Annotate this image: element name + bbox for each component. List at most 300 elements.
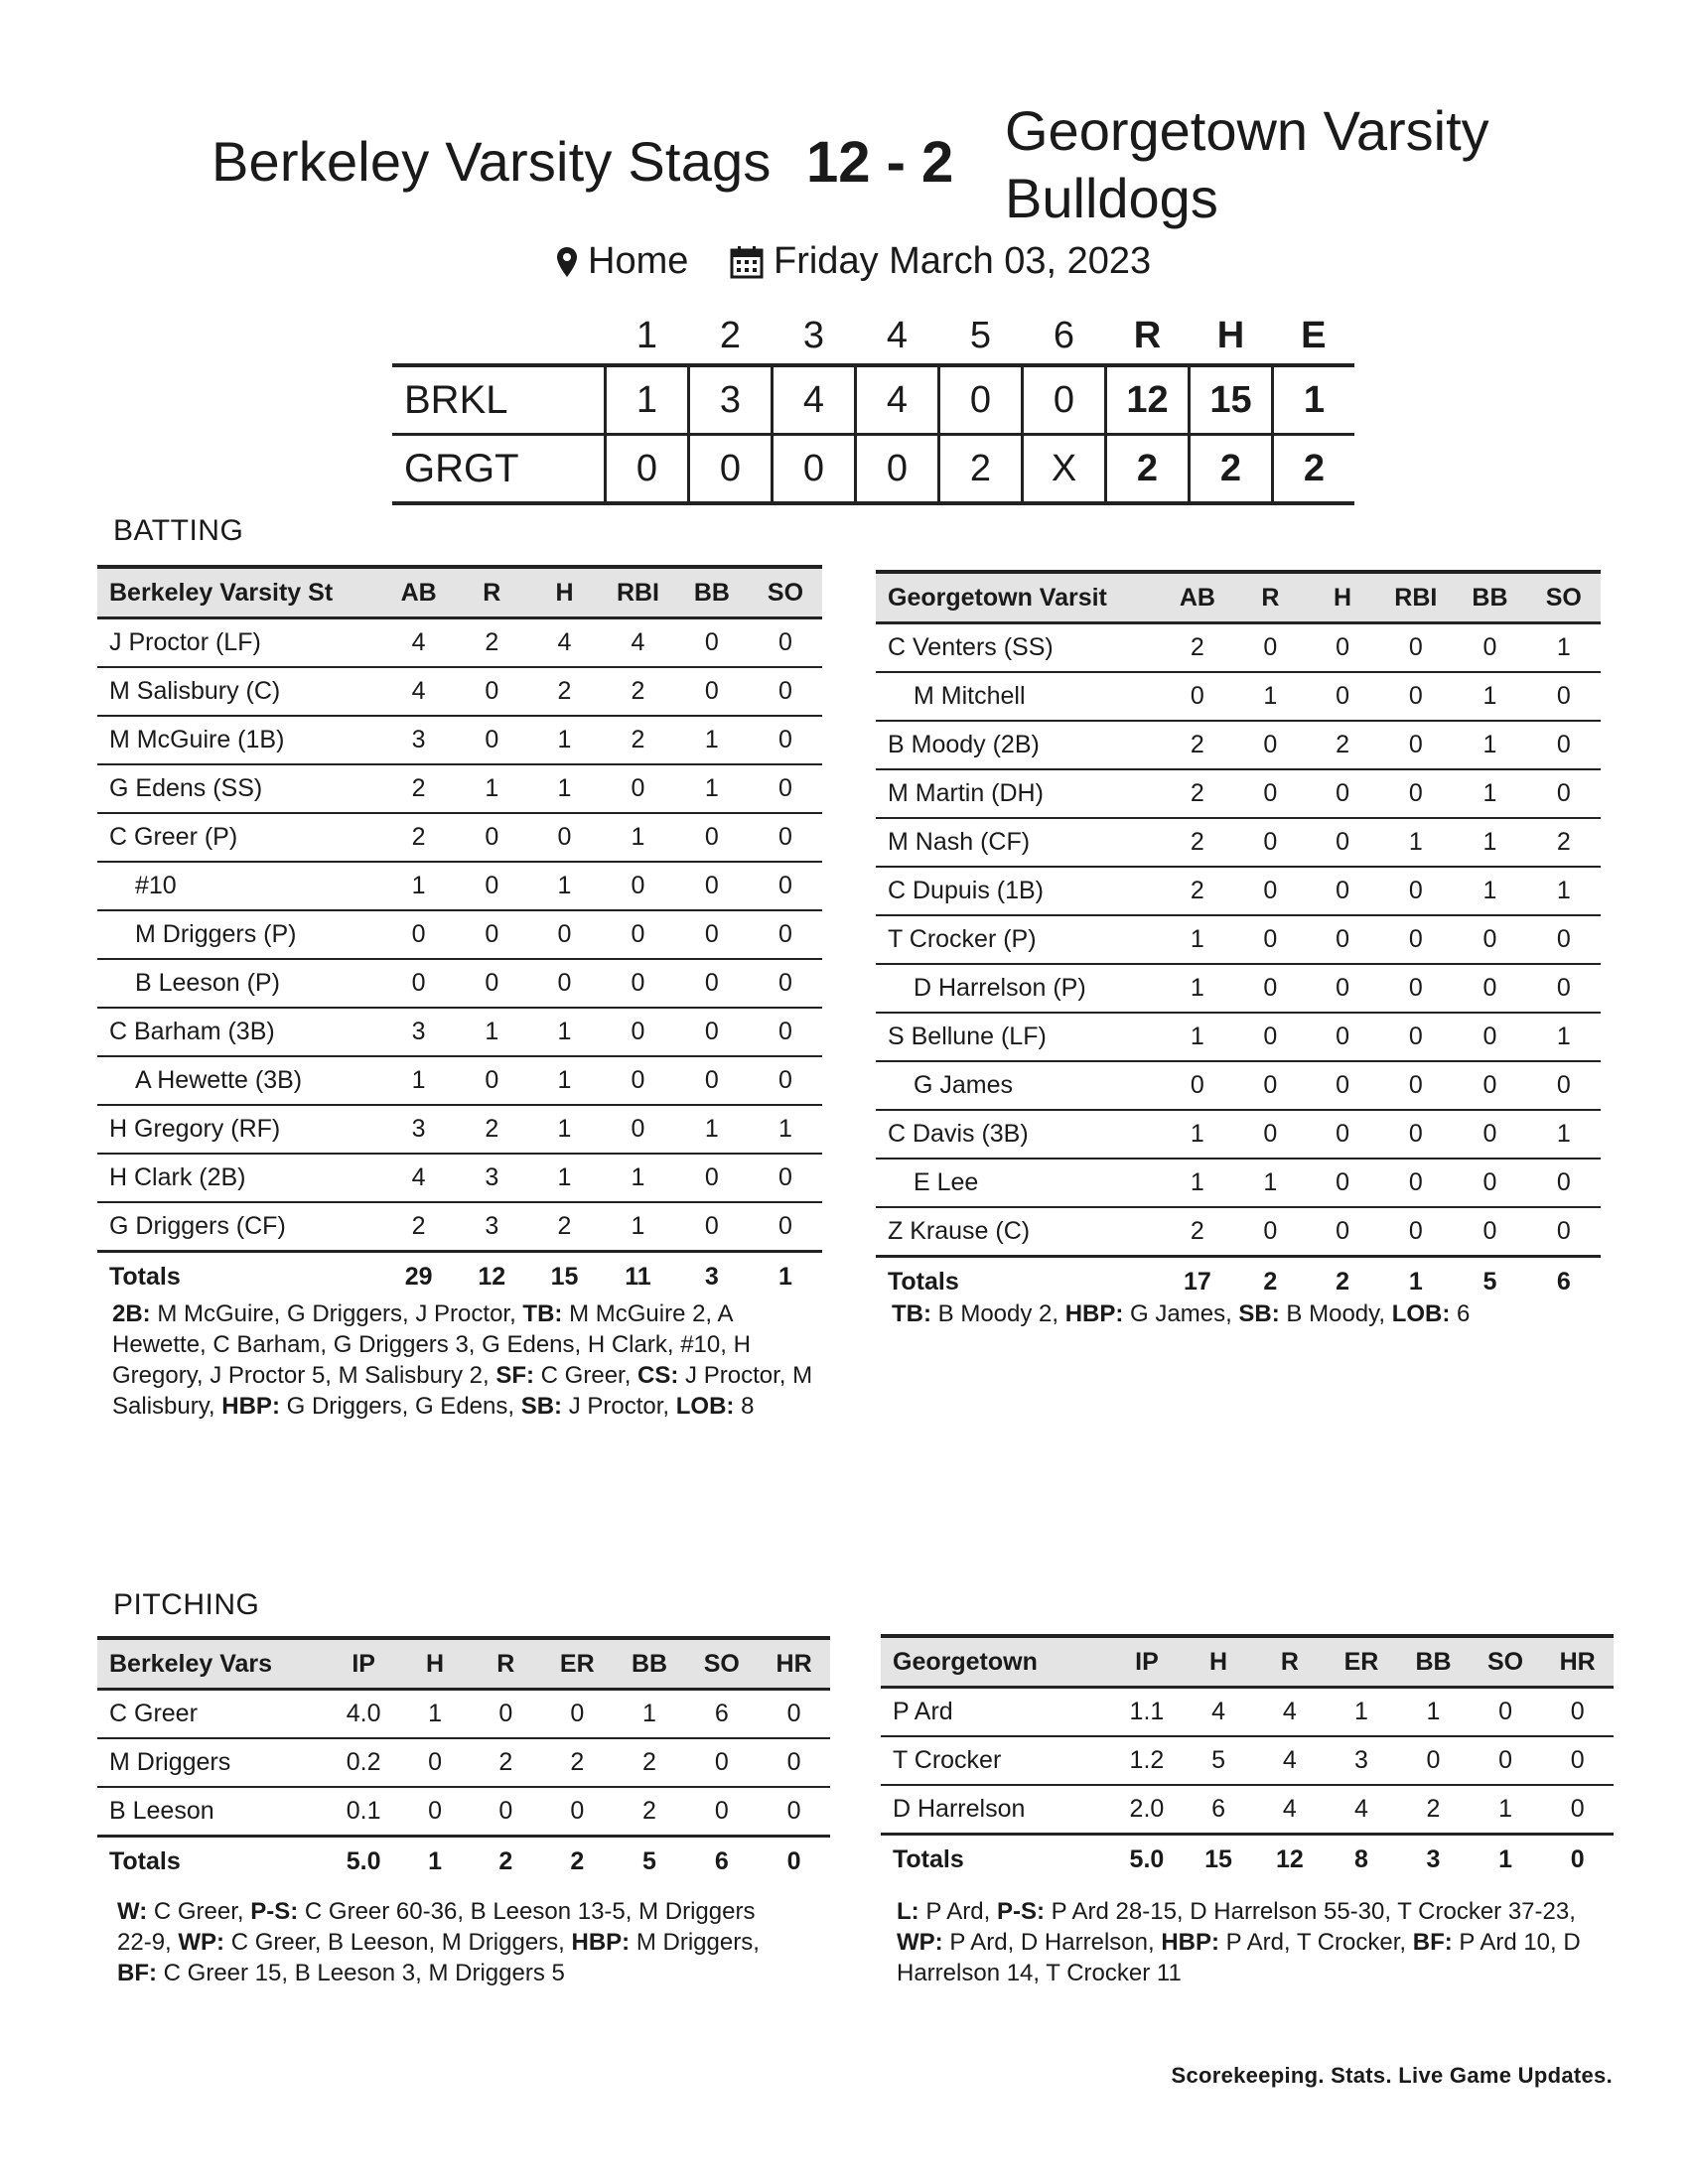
player-row [97,1787,830,1837]
note-key: WP: [178,1929,225,1956]
note-key: LOB: [675,1393,735,1420]
stat-cell: 0 [456,1056,528,1105]
stat-cell: 4 [601,618,675,668]
header-label: Berkeley Vars [109,1649,273,1678]
stat-cell: 0 [1234,769,1307,818]
stat-cell: 2.0 [1111,1785,1183,1835]
stat-cell: 0 [1541,1785,1614,1835]
player-row [876,818,1601,867]
stat-column-header [1527,572,1601,623]
header-label: SO [1545,583,1582,612]
linescore-cell: 4 [773,365,856,435]
stat-cell: 3 [382,1105,456,1154]
stat-cell: 0 [758,1690,830,1739]
stat-cell: 0 [1378,1110,1453,1159]
note-value: M McGuire, G Driggers, J Proctor, [150,1300,523,1327]
stat-cell: 0 [1378,721,1453,769]
header-label: H [426,1649,445,1678]
player-name: G Driggers (CF) [97,1202,382,1252]
stat-cell: 0 [1378,1159,1453,1207]
stat-cell: 0 [749,667,822,716]
totals-cell: 5 [614,1837,686,1886]
note-key: SB: [520,1393,563,1420]
note-key: W: [117,1898,148,1925]
linescore-cell: 2 [939,435,1023,504]
stat-cell: 0 [1453,623,1526,673]
team-column-header [97,1638,328,1690]
stat-cell: 0 [1378,964,1453,1013]
totals-cell: 15 [1183,1835,1254,1884]
stat-cell: 1 [456,1008,528,1056]
totals-cell: 1 [399,1837,470,1886]
stat-cell: 2 [601,667,675,716]
stat-cell: 5 [1183,1736,1254,1785]
stat-cell: 0 [1161,672,1234,721]
stat-cell: 0 [1234,623,1307,673]
stat-cell: 1 [1527,623,1601,673]
linescore-team: BRKL [404,377,508,422]
player-row [876,1061,1601,1110]
stat-cell: 0.2 [328,1738,400,1787]
stat-cell: 2 [528,667,601,716]
header-label: RBI [616,578,660,607]
stat-cell: 0 [1234,818,1307,867]
player-name: A Hewette (3B) [97,1056,382,1105]
stat-cell: 1 [1161,1013,1234,1061]
stat-cell: 0 [1234,1207,1307,1257]
header-label: IP [1135,1647,1159,1676]
stat-cell: 1.1 [1111,1688,1183,1737]
note-key: HBP: [571,1929,631,1956]
header-label: RBI [1394,583,1438,612]
note-value: J Proctor, [562,1393,676,1420]
stat-cell: 3 [382,1008,456,1056]
player-name: E Lee [876,1159,1161,1207]
stat-cell: 0 [601,1056,675,1105]
header-label: R [496,1649,515,1678]
stat-cell: 0 [399,1738,470,1787]
linescore-cell: 1 [606,365,689,435]
stat-cell: 1 [399,1690,470,1739]
player-name: B Leeson (P) [97,959,382,1008]
stat-cell: 2 [1161,721,1234,769]
away-team-name: Georgetown Varsity Bulldogs [1005,99,1489,229]
stat-cell: 1 [1453,721,1526,769]
player-row [876,672,1601,721]
stat-cell: 0 [749,1154,822,1202]
header-label: BB [693,578,730,607]
totals-cell: 1 [1378,1257,1453,1306]
player-row [97,1008,822,1056]
stat-column-header [399,1638,470,1690]
totals-cell: 6 [1527,1257,1601,1306]
stat-cell: 0 [1527,1159,1601,1207]
stat-cell: 0 [1307,964,1379,1013]
stat-cell: 0 [675,1154,749,1202]
header-row [97,567,822,618]
stat-cell: 0 [1307,867,1379,915]
stat-cell: 0 [749,618,822,668]
stat-cell: 0 [685,1738,758,1787]
header-label: IP [352,1649,375,1678]
stat-cell: 0.1 [328,1787,400,1837]
note-value: G James, [1123,1300,1239,1327]
stat-column-header [328,1638,400,1690]
player-name: G James [876,1061,1161,1110]
header-label: SO [703,1649,740,1678]
pitching-section-title: PITCHING [113,1588,260,1621]
linescore-col-1: 1 [635,314,658,356]
linescore-row [392,365,1354,435]
note-key: CS: [637,1362,679,1389]
linescore-cell: 0 [689,435,773,504]
player-name: D Harrelson [881,1785,1111,1835]
stat-cell: 1 [601,813,675,862]
player-name: C Davis (3B) [876,1110,1161,1159]
stat-column-header [541,1638,614,1690]
totals-cell: 2 [541,1837,614,1886]
stat-cell: 1 [528,1008,601,1056]
location [556,240,688,283]
batting-section-title: BATTING [113,514,244,547]
header-label: HR [1559,1647,1596,1676]
stat-column-header [1541,1636,1614,1688]
stat-cell: 0 [1527,964,1601,1013]
header-label: SO [767,578,804,607]
note-key: TB: [522,1300,563,1327]
stat-cell: 0 [749,959,822,1008]
stat-column-header [1254,1636,1326,1688]
stat-cell: 0 [1378,1013,1453,1061]
player-name: M Salisbury (C) [97,667,382,716]
stat-cell: 0 [1453,964,1526,1013]
stat-cell: 1 [382,1056,456,1105]
stat-column-header [1453,572,1526,623]
location-label: Home [588,240,689,282]
linescore-cell: 2 [1106,435,1190,504]
note-value: 8 [734,1393,755,1420]
linescore-corner [392,308,606,365]
stat-cell: 0 [601,1105,675,1154]
stat-cell: 4 [528,618,601,668]
stat-cell: 0 [1307,672,1379,721]
header-label: ER [1343,1647,1379,1676]
stat-cell: 2 [1161,623,1234,673]
stat-cell: 2 [382,813,456,862]
stat-column-header [1307,572,1379,623]
stat-cell: 0 [1453,1013,1526,1061]
stat-cell: 0 [1378,1061,1453,1110]
totals-cell: 8 [1326,1835,1397,1884]
stat-cell: 0 [471,1787,541,1837]
header-label: SO [1487,1647,1524,1676]
stat-cell: 0 [1307,1159,1379,1207]
player-name: M McGuire (1B) [97,716,382,764]
stat-cell: 3 [456,1202,528,1252]
stat-cell: 0 [749,716,822,764]
stat-cell: 2 [614,1738,686,1787]
stat-cell: 2 [1397,1785,1470,1835]
note-value: C Greer, [534,1362,638,1389]
stat-cell: 0 [1378,867,1453,915]
note-key: 2B: [112,1300,151,1327]
stat-cell: 1 [601,1154,675,1202]
stat-cell: 1 [1470,1785,1542,1835]
stat-cell: 0 [471,1690,541,1739]
header-label: AB [1179,583,1215,612]
stat-cell: 0 [749,813,822,862]
totals-row [97,1837,830,1886]
stat-cell: 1 [675,1105,749,1154]
stat-cell: 0 [1378,623,1453,673]
away-batting-table [876,570,1601,1305]
stat-cell: 0 [749,764,822,813]
stat-cell: 0 [1378,915,1453,964]
stat-column-header [456,567,528,618]
stat-cell: 1 [1234,1159,1307,1207]
player-name: C Venters (SS) [876,623,1161,673]
player-row [876,1110,1601,1159]
header-label: H [555,578,574,607]
player-row [97,1738,830,1787]
stat-cell: 0 [1541,1688,1614,1737]
totals-label: Totals [881,1835,1111,1884]
player-name: T Crocker (P) [876,915,1161,964]
header-row [97,1638,830,1690]
note-value: B Moody, [1279,1300,1392,1327]
stat-cell: 6 [685,1690,758,1739]
stat-cell: 4 [382,618,456,668]
stat-cell: 1 [1453,818,1526,867]
stat-cell: 0 [1453,1110,1526,1159]
stat-cell: 2 [1307,721,1379,769]
header-label: R [483,578,501,607]
linescore-col-6: 6 [1053,314,1075,356]
note-value: C Greer, B Leeson, M Driggers, [224,1929,572,1956]
header-label: H [1333,583,1352,612]
stat-cell: 1 [749,1105,822,1154]
stat-cell: 0 [382,959,456,1008]
stat-cell: 0 [1453,1159,1526,1207]
stat-cell: 0 [382,910,456,959]
linescore-col-5: 5 [969,314,992,356]
player-row [876,867,1601,915]
stat-cell: 0 [1527,1207,1601,1257]
linescore-cell: 0 [773,435,856,504]
header-label: BB [1415,1647,1452,1676]
linescore-cell: 0 [939,365,1023,435]
stat-cell: 0 [601,862,675,910]
stat-cell: 0 [1527,1061,1601,1110]
stat-cell: 0 [1527,721,1601,769]
player-name: S Bellune (LF) [876,1013,1161,1061]
note-value: 6 [1450,1300,1471,1327]
note-value: M McGuire 2, A Hewette, C Barham, G Driggers 3, G Edens, H Clark, #10, H Gregory, J Proctor 5, M Salisbury 2, [112,1300,751,1389]
player-name: M Nash (CF) [876,818,1161,867]
header-label: Berkeley Varsity St [109,578,334,607]
stat-column-header [614,1638,686,1690]
player-name: M Driggers [97,1738,328,1787]
note-value: P Ard, D Harrelson, [942,1929,1162,1956]
player-name: D Harrelson (P) [876,964,1161,1013]
player-name: Z Krause (C) [876,1207,1161,1257]
away-pitching-table [881,1634,1614,1883]
player-row [881,1785,1614,1835]
stat-cell: 0 [1453,1061,1526,1110]
header-label: R [1261,583,1280,612]
header-label: Georgetown [893,1647,1038,1676]
player-row [97,716,822,764]
stat-cell: 0 [1378,769,1453,818]
stat-cell: 0 [1234,915,1307,964]
totals-cell: 1 [1470,1835,1542,1884]
linescore-row [392,435,1354,504]
stat-cell: 0 [675,1202,749,1252]
stat-cell: 0 [758,1787,830,1837]
stat-cell: 0 [541,1787,614,1837]
header-row [876,572,1601,623]
stat-cell: 0 [1307,915,1379,964]
stat-cell: 2 [456,618,528,668]
stat-cell: 0 [1527,769,1601,818]
stat-cell: 0 [758,1738,830,1787]
stat-cell: 0 [685,1787,758,1837]
player-row [97,1056,822,1105]
note-key: HBP: [1064,1300,1124,1327]
home-batting-table [97,565,822,1300]
stat-cell: 2 [382,764,456,813]
linescore-team: GRGT [404,446,519,490]
note-value: P Ard, [918,1898,997,1925]
stat-cell: 0 [675,862,749,910]
stat-cell: 0 [1378,1207,1453,1257]
stat-cell: 0 [1470,1736,1542,1785]
stat-cell: 1 [601,1202,675,1252]
linescore-col-4: 4 [886,314,909,356]
stat-column-header [1183,1636,1254,1688]
totals-cell: 2 [1307,1257,1379,1306]
stat-cell: 0 [1307,623,1379,673]
stat-cell: 2 [614,1787,686,1837]
stat-cell: 1.2 [1111,1736,1183,1785]
note-key: BF: [117,1960,157,1986]
header-label: R [1280,1647,1299,1676]
player-name: G Edens (SS) [97,764,382,813]
header-label: ER [559,1649,595,1678]
totals-label: Totals [97,1252,382,1301]
stat-cell: 1 [1453,672,1526,721]
team-column-header [876,572,1161,623]
player-name: #10 [97,862,382,910]
note-key: TB: [892,1300,931,1327]
stat-cell: 3 [382,716,456,764]
totals-label: Totals [876,1257,1161,1306]
totals-cell: 12 [456,1252,528,1301]
player-row [97,764,822,813]
calendar-icon [730,245,764,279]
date-label: Friday March 03, 2023 [774,240,1152,282]
player-name: P Ard [881,1688,1111,1737]
stat-column-header [1470,1636,1542,1688]
stat-cell: 2 [471,1738,541,1787]
linescore-cell: 3 [689,365,773,435]
linescore-cell: 0 [1023,365,1106,435]
player-row [97,618,822,668]
linescore-cell: 4 [856,365,939,435]
stat-cell: 6 [1183,1785,1254,1835]
totals-cell: 5.0 [328,1837,400,1886]
player-row [97,1105,822,1154]
linescore-cell: 1 [1273,365,1355,435]
stat-cell: 1 [1326,1688,1397,1737]
header-label: BB [1472,583,1508,612]
stat-cell: 4 [382,1154,456,1202]
home-pitching-table [97,1636,830,1885]
stat-cell: 0 [1161,1061,1234,1110]
header-label: H [1209,1647,1228,1676]
stat-cell: 1 [1397,1688,1470,1737]
stat-cell: 0 [541,1690,614,1739]
stat-cell: 0 [1307,769,1379,818]
home-pitching-notes [117,1896,792,1988]
stat-column-header [675,567,749,618]
stat-cell: 0 [601,764,675,813]
stat-cell: 1 [1378,818,1453,867]
linescore-cell: X [1023,435,1106,504]
stat-cell: 2 [1527,818,1601,867]
stat-cell: 0 [456,959,528,1008]
stat-column-header [758,1638,830,1690]
stat-cell: 0 [528,910,601,959]
player-row [876,1013,1601,1061]
player-row [876,964,1601,1013]
stat-cell: 4 [1326,1785,1397,1835]
linescore-cell: 0 [856,435,939,504]
note-value: P Ard 28-15, D Harrelson 55-30, T Crocker 37-23, [1044,1898,1576,1925]
player-name: J Proctor (LF) [97,618,382,668]
totals-cell: 17 [1161,1257,1234,1306]
player-name: C Barham (3B) [97,1008,382,1056]
stat-cell: 1 [456,764,528,813]
stat-cell: 0 [1307,1061,1379,1110]
stat-cell: 2 [601,716,675,764]
note-key: LOB: [1391,1300,1451,1327]
stat-cell: 0 [1527,915,1601,964]
footer-tagline: Scorekeeping. Stats. Live Game Updates. [1171,2063,1613,2088]
stat-column-header [1111,1636,1183,1688]
linescore-cell: 2 [1273,435,1355,504]
game-date [730,240,1151,283]
player-row [97,910,822,959]
stat-cell: 4 [1254,1785,1326,1835]
stat-column-header [471,1638,541,1690]
stat-cell: 0 [1307,1110,1379,1159]
note-key: HBP: [1161,1929,1219,1956]
stat-cell: 2 [1161,769,1234,818]
player-name: B Moody (2B) [876,721,1161,769]
note-value: P Ard 10, D Harrelson 14, T Crocker 11 [897,1929,1581,1986]
note-value: G Driggers, G Edens, [279,1393,521,1420]
note-key: P-S: [996,1898,1045,1925]
stat-cell: 4 [1183,1688,1254,1737]
stat-column-header [528,567,601,618]
stat-cell: 3 [1326,1736,1397,1785]
stat-cell: 0 [1307,1207,1379,1257]
linescore-col-2: 2 [719,314,742,356]
stat-cell: 0 [601,1008,675,1056]
stat-cell: 0 [528,959,601,1008]
note-key: BF: [1412,1929,1453,1956]
